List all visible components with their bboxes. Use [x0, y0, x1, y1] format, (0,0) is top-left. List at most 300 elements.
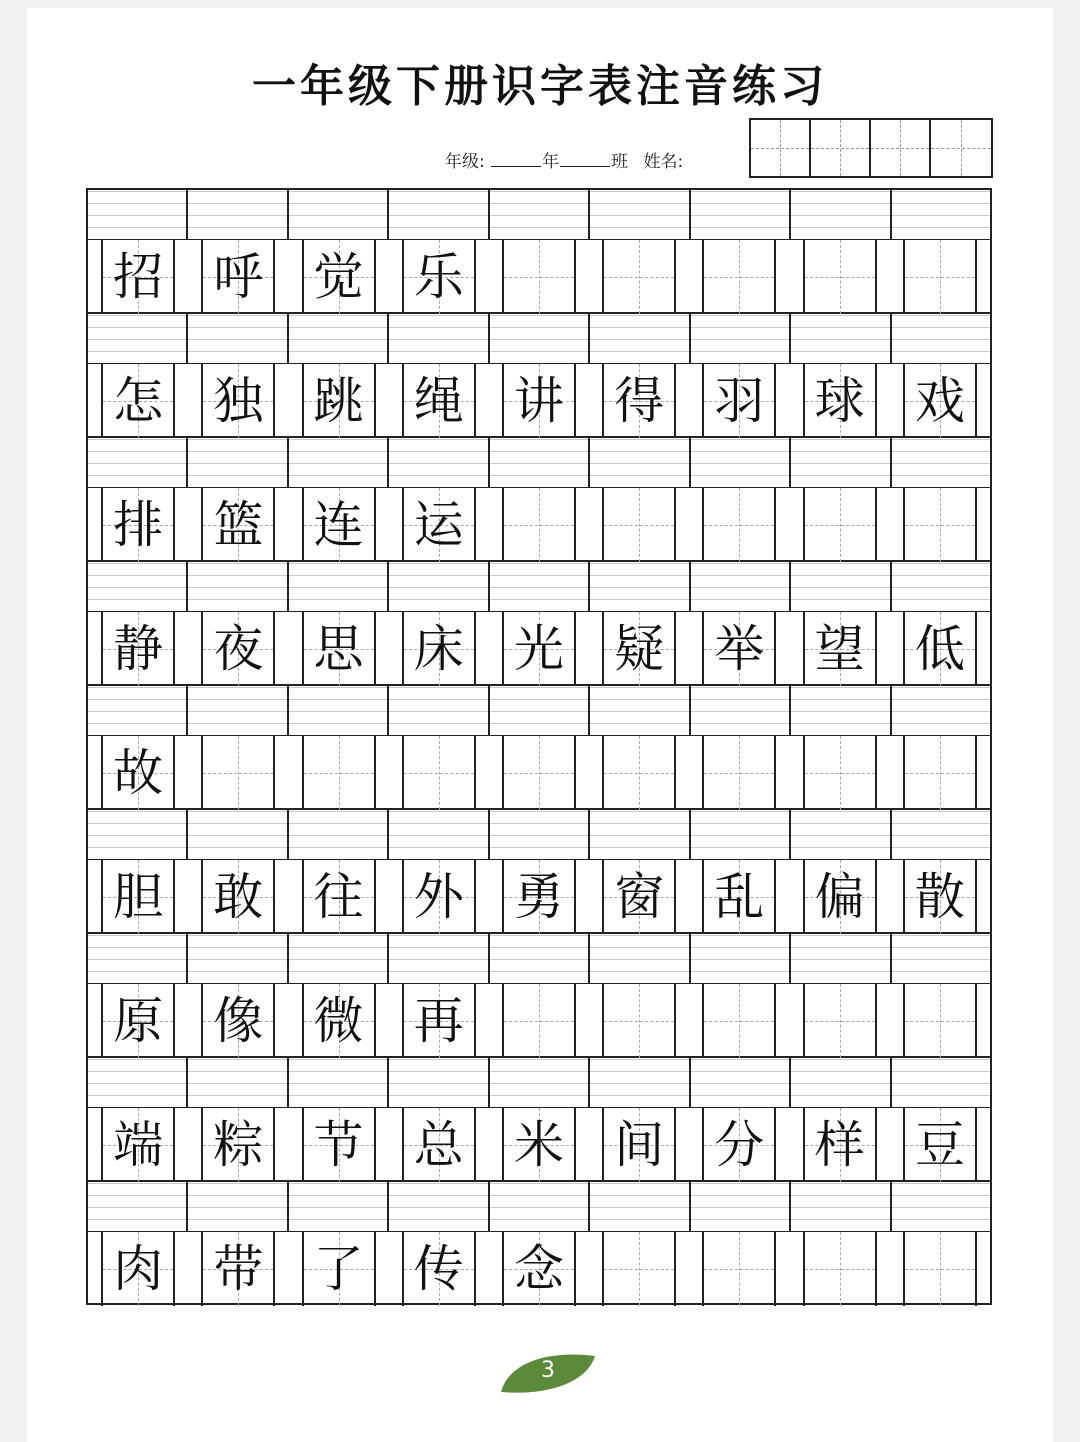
- pinyin-cell[interactable]: [791, 190, 891, 239]
- pinyin-cell[interactable]: [88, 934, 188, 983]
- hanzi-character: 绳: [413, 372, 464, 430]
- pinyin-cell[interactable]: [389, 562, 489, 611]
- tian-grid-box[interactable]: [402, 364, 476, 438]
- hanzi-character: 排: [113, 496, 164, 554]
- tian-grid-box[interactable]: [402, 612, 476, 686]
- tian-grid-box[interactable]: [903, 1108, 977, 1182]
- pinyin-cell[interactable]: [490, 562, 590, 611]
- tian-grid-box[interactable]: [502, 736, 576, 810]
- hanzi-character: 疑: [614, 620, 665, 678]
- character-slot: [288, 364, 388, 436]
- tian-grid-box[interactable]: [702, 488, 776, 562]
- tian-grid-box[interactable]: [402, 1108, 476, 1182]
- hanzi-character: 静: [113, 620, 164, 678]
- pinyin-row: [88, 1058, 990, 1108]
- character-row: [88, 736, 990, 810]
- pinyin-cell[interactable]: [389, 314, 489, 363]
- pinyin-cell[interactable]: [590, 934, 690, 983]
- pinyin-cell[interactable]: [791, 438, 891, 487]
- name-box-cell[interactable]: [871, 120, 931, 176]
- character-slot: [489, 860, 589, 932]
- tian-grid-box[interactable]: [201, 984, 275, 1058]
- character-slot: [689, 984, 789, 1056]
- pinyin-cell[interactable]: [892, 438, 990, 487]
- pinyin-cell[interactable]: [289, 934, 389, 983]
- tian-grid-box[interactable]: [201, 488, 275, 562]
- character-slot: [790, 1232, 890, 1306]
- character-slot: [389, 1232, 489, 1306]
- tian-grid-box[interactable]: [302, 612, 376, 686]
- tian-grid-box[interactable]: [602, 1232, 676, 1306]
- character-slot: [88, 984, 188, 1056]
- tian-grid-box[interactable]: [101, 488, 175, 562]
- hanzi-character: 微: [313, 992, 364, 1050]
- hanzi-character: 得: [614, 372, 665, 430]
- tian-grid-box[interactable]: [201, 240, 275, 314]
- character-slot: [890, 984, 990, 1056]
- hanzi-character: 间: [614, 1116, 665, 1174]
- tian-grid-box[interactable]: [302, 860, 376, 934]
- practice-grid: [86, 188, 992, 1305]
- character-slot: [790, 364, 890, 436]
- tian-grid-box[interactable]: [201, 1232, 275, 1306]
- pinyin-cell[interactable]: [791, 314, 891, 363]
- tian-grid-box[interactable]: [602, 860, 676, 934]
- character-slot: [188, 240, 288, 312]
- tian-grid-box[interactable]: [502, 860, 576, 934]
- character-slot: [890, 612, 990, 684]
- character-slot: [890, 364, 990, 436]
- pinyin-cell[interactable]: [389, 686, 489, 735]
- tian-grid-box[interactable]: [402, 860, 476, 934]
- hanzi-character: 样: [814, 1116, 865, 1174]
- character-slot: [589, 612, 689, 684]
- hanzi-character: 外: [413, 868, 464, 926]
- character-slot: [489, 984, 589, 1056]
- character-slot: [389, 612, 489, 684]
- pinyin-cell[interactable]: [188, 314, 288, 363]
- tian-grid-box[interactable]: [602, 1108, 676, 1182]
- hanzi-character: 低: [914, 620, 965, 678]
- hanzi-character: 分: [714, 1116, 765, 1174]
- year-label: 年: [542, 152, 560, 172]
- name-writing-boxes[interactable]: [749, 118, 993, 178]
- pinyin-cell[interactable]: [188, 190, 288, 239]
- tian-grid-box[interactable]: [302, 364, 376, 438]
- character-slot: [88, 488, 188, 560]
- tian-grid-box[interactable]: [101, 1108, 175, 1182]
- character-slot: [288, 736, 388, 808]
- tian-grid-box[interactable]: [903, 364, 977, 438]
- pinyin-cell[interactable]: [289, 1058, 389, 1107]
- character-slot: [790, 240, 890, 312]
- character-slot: [689, 240, 789, 312]
- hanzi-character: 呼: [213, 248, 264, 306]
- pinyin-row: [88, 314, 990, 364]
- hanzi-character: 散: [914, 868, 965, 926]
- pinyin-cell[interactable]: [188, 438, 288, 487]
- tian-grid-box[interactable]: [803, 984, 877, 1058]
- pinyin-cell[interactable]: [289, 686, 389, 735]
- tian-grid-box[interactable]: [101, 1232, 175, 1306]
- tian-grid-box[interactable]: [702, 860, 776, 934]
- tian-grid-box[interactable]: [302, 1232, 376, 1306]
- tian-grid-box[interactable]: [903, 736, 977, 810]
- pinyin-cell[interactable]: [88, 686, 188, 735]
- pinyin-cell[interactable]: [590, 190, 690, 239]
- hanzi-character: 节: [313, 1116, 364, 1174]
- pinyin-cell[interactable]: [389, 190, 489, 239]
- character-row: [88, 240, 990, 314]
- tian-grid-box[interactable]: [101, 984, 175, 1058]
- pinyin-cell[interactable]: [691, 1182, 791, 1231]
- pinyin-cell[interactable]: [892, 1058, 990, 1107]
- character-row: [88, 364, 990, 438]
- pinyin-cell[interactable]: [88, 1058, 188, 1107]
- pinyin-row: [88, 934, 990, 984]
- pinyin-cell[interactable]: [188, 562, 288, 611]
- hanzi-character: 像: [213, 992, 264, 1050]
- pinyin-cell[interactable]: [289, 314, 389, 363]
- tian-grid-box[interactable]: [101, 612, 175, 686]
- character-slot: [88, 612, 188, 684]
- pinyin-cell[interactable]: [490, 438, 590, 487]
- character-slot: [288, 984, 388, 1056]
- hanzi-character: 了: [313, 1240, 364, 1298]
- pinyin-cell[interactable]: [188, 810, 288, 859]
- tian-grid-box[interactable]: [402, 1232, 476, 1306]
- character-slot: [389, 488, 489, 560]
- pinyin-cell[interactable]: [490, 1182, 590, 1231]
- hanzi-character: 戏: [914, 372, 965, 430]
- tian-grid-box[interactable]: [101, 736, 175, 810]
- hanzi-character: 床: [413, 620, 464, 678]
- tian-grid-box[interactable]: [502, 612, 576, 686]
- pinyin-cell[interactable]: [88, 438, 188, 487]
- pinyin-cell[interactable]: [289, 810, 389, 859]
- hanzi-character: 窗: [614, 868, 665, 926]
- pinyin-cell[interactable]: [691, 190, 791, 239]
- character-row: [88, 1232, 990, 1306]
- tian-grid-box[interactable]: [502, 1108, 576, 1182]
- tian-grid-box[interactable]: [803, 612, 877, 686]
- pinyin-cell[interactable]: [389, 1182, 489, 1231]
- tian-grid-box[interactable]: [502, 364, 576, 438]
- tian-grid-box[interactable]: [302, 1108, 376, 1182]
- pinyin-cell[interactable]: [892, 190, 990, 239]
- tian-grid-box[interactable]: [201, 612, 275, 686]
- pinyin-row: [88, 562, 990, 612]
- tian-grid-box[interactable]: [302, 488, 376, 562]
- character-slot: [689, 364, 789, 436]
- pinyin-cell[interactable]: [892, 934, 990, 983]
- pinyin-cell[interactable]: [791, 934, 891, 983]
- hanzi-character: 故: [113, 744, 164, 802]
- pinyin-cell[interactable]: [490, 314, 590, 363]
- pinyin-cell[interactable]: [791, 810, 891, 859]
- tian-grid-box[interactable]: [803, 1108, 877, 1182]
- hanzi-character: 敢: [213, 868, 264, 926]
- pinyin-cell[interactable]: [590, 1058, 690, 1107]
- tian-grid-box[interactable]: [803, 736, 877, 810]
- tian-grid-box[interactable]: [101, 860, 175, 934]
- tian-grid-box[interactable]: [602, 240, 676, 314]
- pinyin-cell[interactable]: [691, 934, 791, 983]
- tian-grid-box[interactable]: [201, 860, 275, 934]
- name-box-cell[interactable]: [751, 120, 811, 176]
- pinyin-cell[interactable]: [791, 562, 891, 611]
- tian-grid-box[interactable]: [903, 860, 977, 934]
- grade-blank[interactable]: [491, 152, 541, 167]
- character-slot: [589, 1232, 689, 1306]
- tian-grid-box[interactable]: [402, 984, 476, 1058]
- character-slot: [389, 860, 489, 932]
- hanzi-character: 独: [213, 372, 264, 430]
- character-slot: [589, 240, 689, 312]
- character-slot: [188, 488, 288, 560]
- pinyin-cell[interactable]: [490, 810, 590, 859]
- tian-grid-box[interactable]: [803, 860, 877, 934]
- tian-grid-box[interactable]: [602, 984, 676, 1058]
- tian-grid-box[interactable]: [302, 736, 376, 810]
- tian-grid-box[interactable]: [903, 488, 977, 562]
- character-slot: [790, 736, 890, 808]
- character-slot: [890, 488, 990, 560]
- character-row: [88, 612, 990, 686]
- tian-grid-box[interactable]: [702, 1232, 776, 1306]
- pinyin-cell[interactable]: [88, 314, 188, 363]
- character-slot: [288, 860, 388, 932]
- tian-grid-box[interactable]: [302, 984, 376, 1058]
- pinyin-cell[interactable]: [691, 314, 791, 363]
- pinyin-row: [88, 686, 990, 736]
- character-slot: [890, 1108, 990, 1180]
- pinyin-cell[interactable]: [691, 562, 791, 611]
- tian-grid-box[interactable]: [502, 488, 576, 562]
- tian-grid-box[interactable]: [502, 240, 576, 314]
- character-slot: [389, 736, 489, 808]
- character-slot: [389, 364, 489, 436]
- character-slot: [489, 736, 589, 808]
- pinyin-cell[interactable]: [590, 314, 690, 363]
- tian-grid-box[interactable]: [602, 488, 676, 562]
- hanzi-character: 举: [714, 620, 765, 678]
- pinyin-cell[interactable]: [590, 1182, 690, 1231]
- tian-grid-box[interactable]: [201, 736, 275, 810]
- character-slot: [489, 364, 589, 436]
- pinyin-cell[interactable]: [791, 1058, 891, 1107]
- character-slot: [689, 488, 789, 560]
- tian-grid-box[interactable]: [602, 736, 676, 810]
- tian-grid-box[interactable]: [903, 984, 977, 1058]
- hanzi-character: 粽: [213, 1116, 264, 1174]
- hanzi-character: 连: [313, 496, 364, 554]
- character-slot: [589, 860, 689, 932]
- hanzi-character: 往: [313, 868, 364, 926]
- tian-grid-box[interactable]: [402, 488, 476, 562]
- tian-grid-box[interactable]: [903, 612, 977, 686]
- character-slot: [188, 1108, 288, 1180]
- character-slot: [88, 860, 188, 932]
- character-slot: [589, 736, 689, 808]
- pinyin-row: [88, 810, 990, 860]
- character-row: [88, 860, 990, 934]
- pinyin-cell[interactable]: [389, 1058, 489, 1107]
- hanzi-character: 传: [413, 1240, 464, 1298]
- character-slot: [689, 736, 789, 808]
- hanzi-character: 肉: [113, 1240, 164, 1298]
- tian-grid-box[interactable]: [602, 612, 676, 686]
- pinyin-cell[interactable]: [389, 810, 489, 859]
- pinyin-cell[interactable]: [289, 562, 389, 611]
- hanzi-character: 总: [413, 1116, 464, 1174]
- hanzi-character: 招: [113, 248, 164, 306]
- character-slot: [790, 1108, 890, 1180]
- character-slot: [88, 240, 188, 312]
- character-slot: [188, 612, 288, 684]
- character-slot: [589, 984, 689, 1056]
- tian-grid-box[interactable]: [903, 240, 977, 314]
- character-slot: [188, 364, 288, 436]
- character-slot: [890, 860, 990, 932]
- hanzi-character: 怎: [113, 372, 164, 430]
- pinyin-cell[interactable]: [289, 1182, 389, 1231]
- character-slot: [790, 612, 890, 684]
- pinyin-cell[interactable]: [188, 934, 288, 983]
- tian-grid-box[interactable]: [803, 1232, 877, 1306]
- pinyin-cell[interactable]: [88, 1182, 188, 1231]
- character-slot: [790, 984, 890, 1056]
- pinyin-cell[interactable]: [188, 1058, 288, 1107]
- pinyin-cell[interactable]: [892, 314, 990, 363]
- pinyin-cell[interactable]: [188, 686, 288, 735]
- hanzi-character: 勇: [513, 868, 564, 926]
- character-slot: [589, 488, 689, 560]
- pinyin-cell[interactable]: [892, 686, 990, 735]
- pinyin-row: [88, 438, 990, 488]
- hanzi-character: 端: [113, 1116, 164, 1174]
- tian-grid-box[interactable]: [602, 364, 676, 438]
- tian-grid-box[interactable]: [101, 364, 175, 438]
- pinyin-cell[interactable]: [590, 438, 690, 487]
- hanzi-character: 觉: [313, 248, 364, 306]
- tian-grid-box[interactable]: [502, 984, 576, 1058]
- character-slot: [188, 736, 288, 808]
- pinyin-cell[interactable]: [88, 562, 188, 611]
- tian-grid-box[interactable]: [201, 364, 275, 438]
- pinyin-cell[interactable]: [88, 190, 188, 239]
- character-slot: [389, 984, 489, 1056]
- character-slot: [890, 736, 990, 808]
- tian-grid-box[interactable]: [101, 240, 175, 314]
- pinyin-cell[interactable]: [691, 1058, 791, 1107]
- student-info-line: [445, 147, 683, 172]
- hanzi-character: 跳: [313, 372, 364, 430]
- class-blank[interactable]: [560, 152, 610, 167]
- character-slot: [188, 860, 288, 932]
- character-slot: [589, 1108, 689, 1180]
- character-slot: [288, 240, 388, 312]
- pinyin-cell[interactable]: [490, 934, 590, 983]
- name-box-cell[interactable]: [811, 120, 871, 176]
- tian-grid-box[interactable]: [702, 240, 776, 314]
- tian-grid-box[interactable]: [402, 240, 476, 314]
- pinyin-cell[interactable]: [88, 810, 188, 859]
- pinyin-cell[interactable]: [590, 562, 690, 611]
- tian-grid-box[interactable]: [702, 736, 776, 810]
- character-slot: [288, 1232, 388, 1306]
- hanzi-character: 夜: [213, 620, 264, 678]
- tian-grid-box[interactable]: [803, 240, 877, 314]
- tian-grid-box[interactable]: [201, 1108, 275, 1182]
- pinyin-cell[interactable]: [490, 686, 590, 735]
- hanzi-character: 光: [513, 620, 564, 678]
- name-box-cell[interactable]: [931, 120, 991, 176]
- grade-label: 年级:: [445, 152, 485, 172]
- pinyin-cell[interactable]: [590, 686, 690, 735]
- hanzi-character: 原: [113, 992, 164, 1050]
- tian-grid-box[interactable]: [702, 364, 776, 438]
- pinyin-cell[interactable]: [691, 810, 791, 859]
- pinyin-cell[interactable]: [490, 190, 590, 239]
- pinyin-cell[interactable]: [490, 1058, 590, 1107]
- pinyin-cell[interactable]: [389, 934, 489, 983]
- pinyin-cell[interactable]: [691, 438, 791, 487]
- character-row: [88, 1108, 990, 1182]
- character-slot: [389, 240, 489, 312]
- tian-grid-box[interactable]: [702, 984, 776, 1058]
- pinyin-cell[interactable]: [892, 1182, 990, 1231]
- tian-grid-box[interactable]: [302, 240, 376, 314]
- pinyin-cell[interactable]: [289, 190, 389, 239]
- pinyin-cell[interactable]: [188, 1182, 288, 1231]
- pinyin-cell[interactable]: [791, 686, 891, 735]
- pinyin-row: [88, 190, 990, 240]
- hanzi-character: 米: [513, 1116, 564, 1174]
- tian-grid-box[interactable]: [502, 1232, 576, 1306]
- pinyin-cell[interactable]: [289, 438, 389, 487]
- pinyin-cell[interactable]: [892, 562, 990, 611]
- hanzi-character: 胆: [113, 868, 164, 926]
- character-slot: [890, 1232, 990, 1306]
- hanzi-character: 乱: [714, 868, 765, 926]
- name-label: 姓名:: [643, 152, 684, 172]
- character-slot: [288, 1108, 388, 1180]
- hanzi-character: 羽: [714, 372, 765, 430]
- pinyin-cell[interactable]: [389, 438, 489, 487]
- tian-grid-box[interactable]: [803, 488, 877, 562]
- tian-grid-box[interactable]: [402, 736, 476, 810]
- pinyin-cell[interactable]: [892, 810, 990, 859]
- tian-grid-box[interactable]: [903, 1232, 977, 1306]
- character-slot: [489, 488, 589, 560]
- hanzi-character: 篮: [213, 496, 264, 554]
- character-slot: [389, 1108, 489, 1180]
- tian-grid-box[interactable]: [702, 1108, 776, 1182]
- hanzi-character: 思: [313, 620, 364, 678]
- hanzi-character: 带: [213, 1240, 264, 1298]
- hanzi-character: 望: [814, 620, 865, 678]
- tian-grid-box[interactable]: [803, 364, 877, 438]
- pinyin-cell[interactable]: [590, 810, 690, 859]
- pinyin-cell[interactable]: [791, 1182, 891, 1231]
- pinyin-cell[interactable]: [691, 686, 791, 735]
- tian-grid-box[interactable]: [702, 612, 776, 686]
- character-slot: [489, 240, 589, 312]
- character-slot: [188, 1232, 288, 1306]
- character-slot: [790, 860, 890, 932]
- character-slot: [88, 1108, 188, 1180]
